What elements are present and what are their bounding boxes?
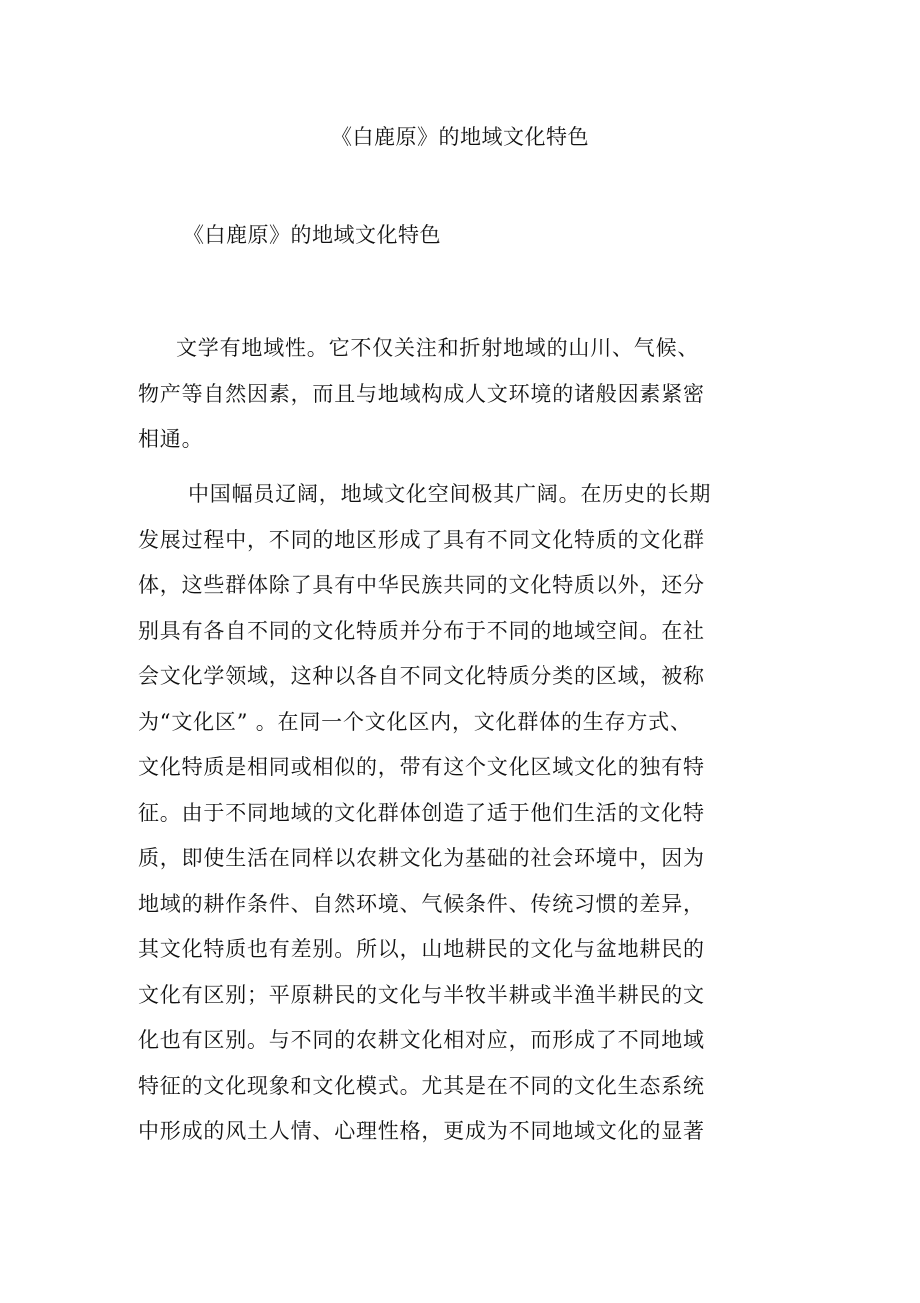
paragraph-line: 文化特质是相同或相似的，带有这个文化区域文化的独有特 [138,755,705,779]
paragraph-line: 文学有地域性。它不仅关注和折射地域的山川、气候、 [176,336,700,360]
document-subtitle: 《白鹿原》的地域文化特色 [183,223,441,247]
paragraph-line: 为“文化区” 。在同一个文化区内，文化群体的生存方式、 [138,709,692,734]
document-title: 《白鹿原》的地域文化特色 [331,125,589,149]
paragraph-line: 发展过程中，不同的地区形成了具有不同文化特质的文化群 [138,527,705,552]
paragraph-1 [138,326,738,463]
paragraph-line: 其文化特质也有差别。所以，山地耕民的文化与盆地耕民的 [138,937,705,961]
paragraph-line: 中国幅员辽阔，地域文化空间极其广阔。在历史的长期 [188,482,712,506]
paragraph-line: 地域的耕作条件、自然环境、气候条件、传统习惯的差异， [138,891,705,916]
paragraph-line: 物产等自然因素，而且与地域构成人文环境的诸般因素紧密 [138,381,705,406]
paragraph-2 [138,472,738,1155]
paragraph-line: 相通。 [138,427,204,451]
paragraph-line: 体，这些群体除了具有中华民族共同的文化特质以外，还分 [138,573,705,597]
paragraph-line: 征。由于不同地域的文化群体创造了适于他们生活的文化特 [138,800,705,825]
paragraph-line: 别具有各自不同的文化特质并分布于不同的地域空间。在社 [138,618,705,643]
paragraph-line: 特征的文化现象和文化模式。尤其是在不同的文化生态系统 [138,1073,705,1098]
paragraph-line: 会文化学领域，这种以各自不同文化特质分类的区域，被称 [138,664,705,688]
paragraph-line: 文化有区别；平原耕民的文化与半牧半耕或半渔半耕民的文 [138,982,705,1007]
paragraph-line: 中形成的风土人情、心理性格，更成为不同地域文化的显著 [138,1119,705,1143]
paragraph-line: 化也有区别。与不同的农耕文化相对应，而形成了不同地域 [138,1028,705,1052]
paragraph-line: 质，即使生活在同样以农耕文化为基础的社会环境中，因为 [138,846,705,870]
